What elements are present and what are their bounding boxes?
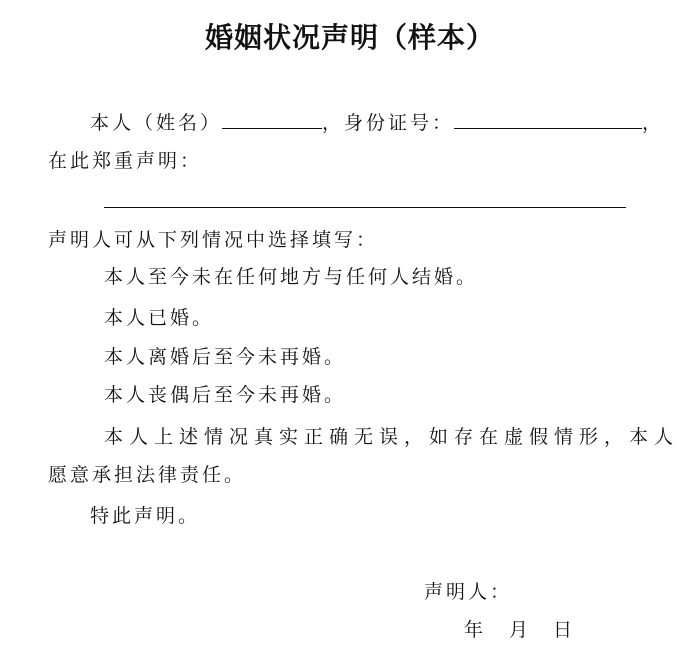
id-number-label: ，身份证号： xyxy=(322,112,455,134)
name-id-line xyxy=(90,110,664,135)
date-year-label: 年 xyxy=(464,619,484,641)
liability-line-2: 愿意承担法律责任。 xyxy=(48,464,247,486)
option-item: 本人已婚。 xyxy=(104,307,215,329)
option-item: 本人丧偶后至今未再婚。 xyxy=(104,384,347,406)
id-number-blank-field[interactable] xyxy=(454,110,642,129)
instruction-line: 声明人可从下列情况中选择填写： xyxy=(48,229,379,251)
declare-line: 在此郑重声明： xyxy=(48,150,203,172)
name-blank-field[interactable] xyxy=(222,110,322,129)
option-item: 本人离婚后至今未再婚。 xyxy=(104,346,347,368)
document-title: 婚姻状况声明（样本） xyxy=(204,21,495,54)
trailing-comma: ， xyxy=(642,112,665,134)
name-label: 本人（姓名） xyxy=(90,112,223,134)
declaration-blank-line[interactable] xyxy=(104,207,626,208)
liability-line-1: 本人上述情况真实正确无误，如存在虚假情形，本人 xyxy=(104,426,680,448)
option-item: 本人至今未在任何地方与任何人结婚。 xyxy=(104,266,479,288)
signature-label: 声明人： xyxy=(424,581,513,603)
closing-line: 特此声明。 xyxy=(90,505,201,527)
date-month-label: 月 xyxy=(509,619,529,641)
date-day-label: 日 xyxy=(553,619,573,641)
